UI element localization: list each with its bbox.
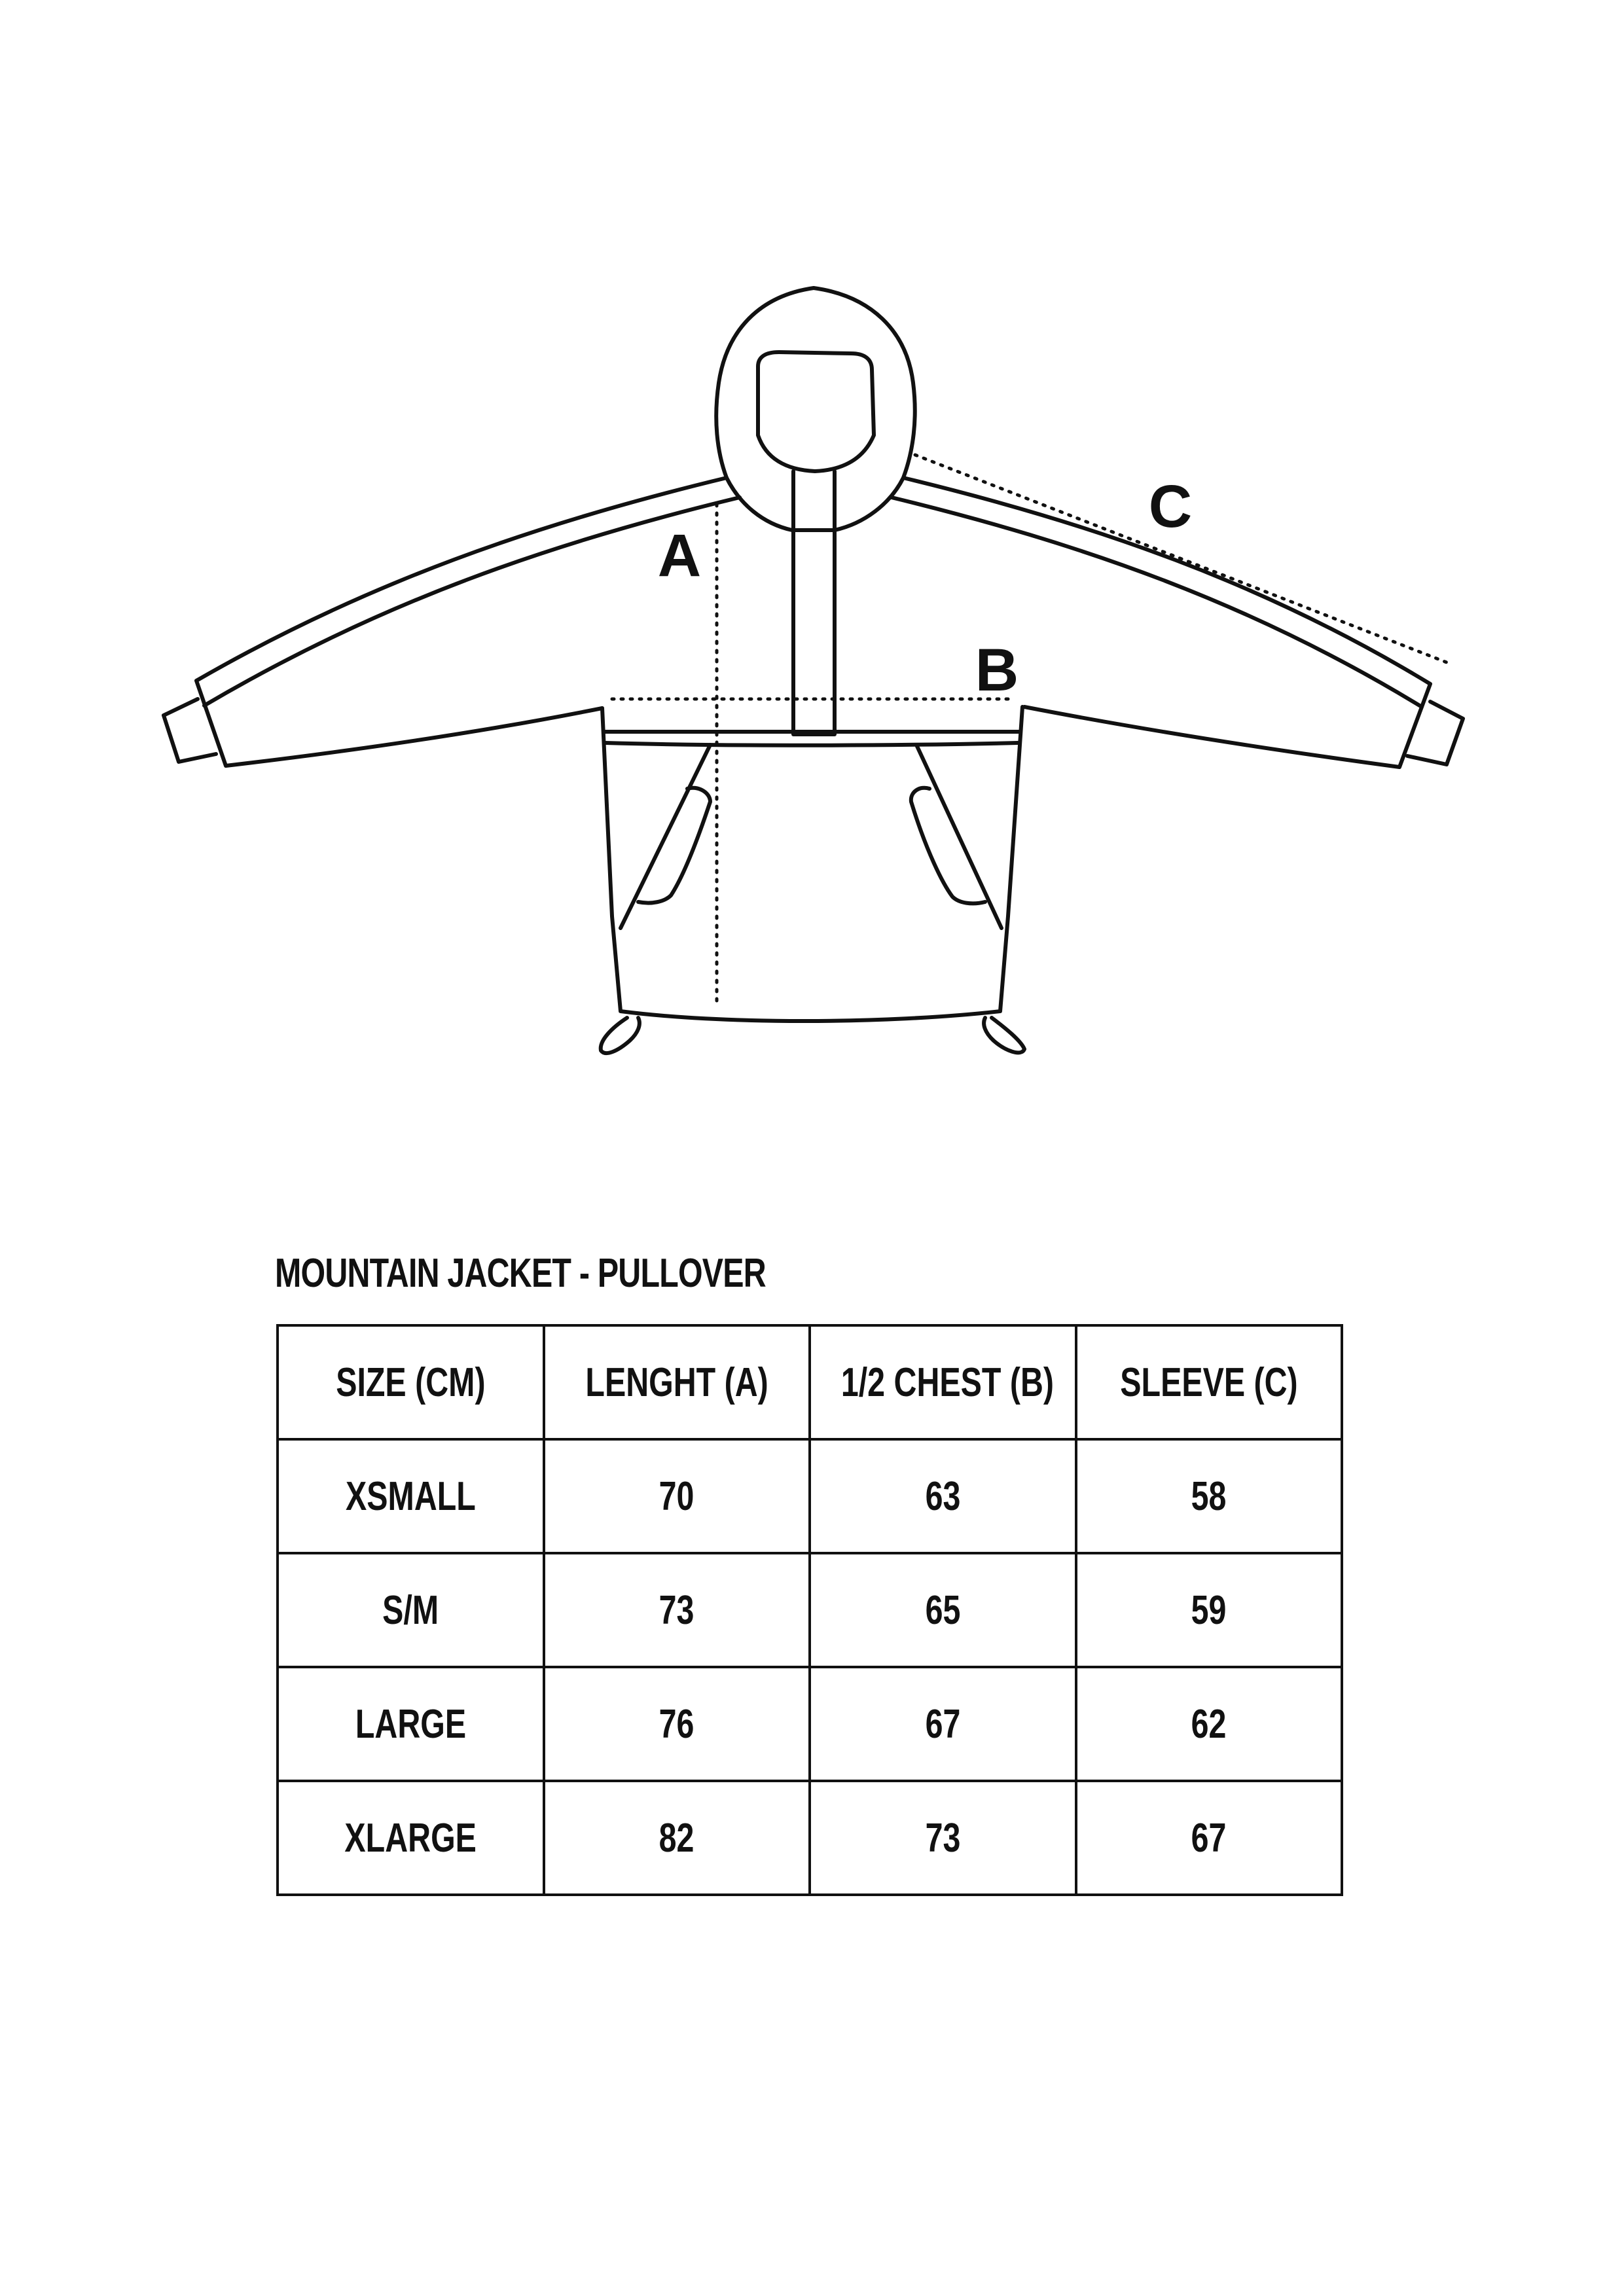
table-row (278, 1553, 1342, 1667)
chest-cell: 67 (810, 1667, 1076, 1781)
length-cell: 73 (544, 1553, 810, 1667)
left-drawcord-toggle (601, 1018, 640, 1053)
size-cell: XLARGE (278, 1781, 544, 1895)
hood-outline (716, 288, 915, 530)
column-header-chest: 1/2 CHEST (B) (810, 1325, 1076, 1439)
measure-label-a: A (657, 522, 702, 589)
left-pocket (621, 745, 710, 928)
table-title: MOUNTAIN JACKET - PULLOVER (275, 1251, 766, 1296)
jacket-body (602, 707, 1022, 1021)
chest-cell: 63 (810, 1439, 1076, 1553)
length-cell: 82 (544, 1781, 810, 1895)
measure-label-b: B (975, 637, 1019, 704)
table-row (278, 1667, 1342, 1781)
face-opening (758, 352, 874, 471)
column-header-size: SIZE (CM) (278, 1325, 544, 1439)
sleeve-cell: 59 (1076, 1553, 1343, 1667)
length-cell: 70 (544, 1439, 810, 1553)
size-cell: S/M (278, 1553, 544, 1667)
size-cell: XSMALL (278, 1439, 544, 1553)
chest-cell: 65 (810, 1553, 1076, 1667)
jacket-diagram (0, 0, 1624, 1113)
right-cuff (1407, 702, 1463, 764)
table-row (278, 1439, 1342, 1553)
size-table (276, 1324, 1343, 1896)
sleeve-cell: 58 (1076, 1439, 1343, 1553)
size-cell: LARGE (278, 1667, 544, 1781)
column-header-sleeve: SLEEVE (C) (1076, 1325, 1343, 1439)
measure-label-c: C (1148, 473, 1193, 540)
table-row (278, 1781, 1342, 1895)
left-cuff (164, 699, 216, 762)
chest-cell: 73 (810, 1781, 1076, 1895)
sleeve-cell: 67 (1076, 1781, 1343, 1895)
right-drawcord-toggle (984, 1018, 1024, 1052)
column-header-length: LENGHT (A) (544, 1325, 810, 1439)
right-pocket (911, 745, 1001, 928)
zip-placket (793, 471, 835, 734)
length-cell: 76 (544, 1667, 810, 1781)
sleeve-cell: 62 (1076, 1667, 1343, 1781)
table-header-row (278, 1325, 1342, 1439)
